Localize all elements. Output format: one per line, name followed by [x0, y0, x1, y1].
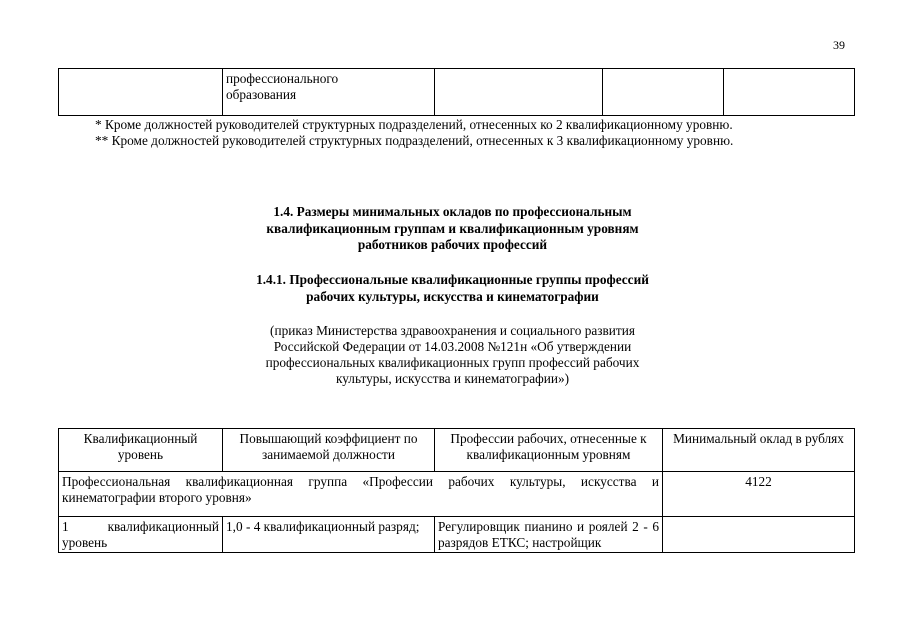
heading-line: рабочих культуры, искусства и кинематографии — [306, 288, 599, 304]
column-header: Повышающий коэффициент по занимаемой должности — [223, 429, 435, 472]
heading-line: 1.4. Размеры минимальных окладов по профессиональным — [273, 204, 632, 219]
salary-cell — [663, 517, 855, 553]
footnote: * Кроме должностей руководителей структурных подразделений, отнесенных ко 2 квалификационному уровню. — [95, 117, 733, 132]
level-cell: 1 квалификационный уровень — [59, 517, 223, 553]
coefficient-cell: 1,0 - 4 квалификационный разряд; — [223, 517, 435, 553]
heading-line: 1.4.1. Профессиональные квалификационные группы профессий — [256, 272, 649, 287]
group-row — [59, 472, 855, 517]
source-note-line: (приказ Министерства здравоохранения и социального развития — [270, 323, 635, 338]
source-note-line: Российской Федерации от 14.03.2008 №121н «Об утверждении — [273, 339, 632, 354]
footnotes — [95, 117, 733, 149]
continuation-table — [58, 68, 855, 116]
table-row — [59, 69, 855, 116]
page-number: 39 — [833, 38, 845, 52]
table-cell — [435, 69, 603, 116]
footnote: ** Кроме должностей руководителей структурных подразделений, отнесенных к 3 квалификационному уровню. — [95, 133, 734, 148]
table-header-row — [59, 429, 855, 472]
source-note-line: профессиональных квалификационных групп профессий рабочих — [265, 355, 640, 370]
table-cell — [223, 69, 435, 116]
table-row — [59, 517, 855, 553]
column-header: Профессии рабочих, отнесенные к квалификационным уровням — [435, 429, 663, 472]
group-label: Профессиональная квалификационная группа «Профессии рабочих культуры, искусства и кинематографии второго уровня» — [59, 472, 663, 517]
salary-table — [58, 428, 855, 553]
heading-line: квалификационным группам и квалификационным уровням — [266, 220, 639, 236]
table-cell — [603, 69, 724, 116]
source-note — [0, 323, 905, 387]
cell-text: профессионального — [226, 71, 339, 86]
source-note-line: культуры, искусства и кинематографии») — [335, 371, 570, 386]
table-cell — [724, 69, 855, 116]
subsection-heading — [0, 272, 905, 305]
heading-line: работников рабочих профессий — [357, 237, 548, 252]
professions-cell: Регулировщик пианино и роялей 2 - 6 разрядов ЕТКС; настройщик — [435, 517, 663, 553]
cell-text: образования — [226, 86, 297, 102]
section-heading — [0, 204, 905, 254]
table-cell — [59, 69, 223, 116]
column-header: Минимальный оклад в рублях — [663, 429, 855, 472]
group-salary: 4122 — [663, 472, 855, 517]
column-header: Квалификационный уровень — [59, 429, 223, 472]
